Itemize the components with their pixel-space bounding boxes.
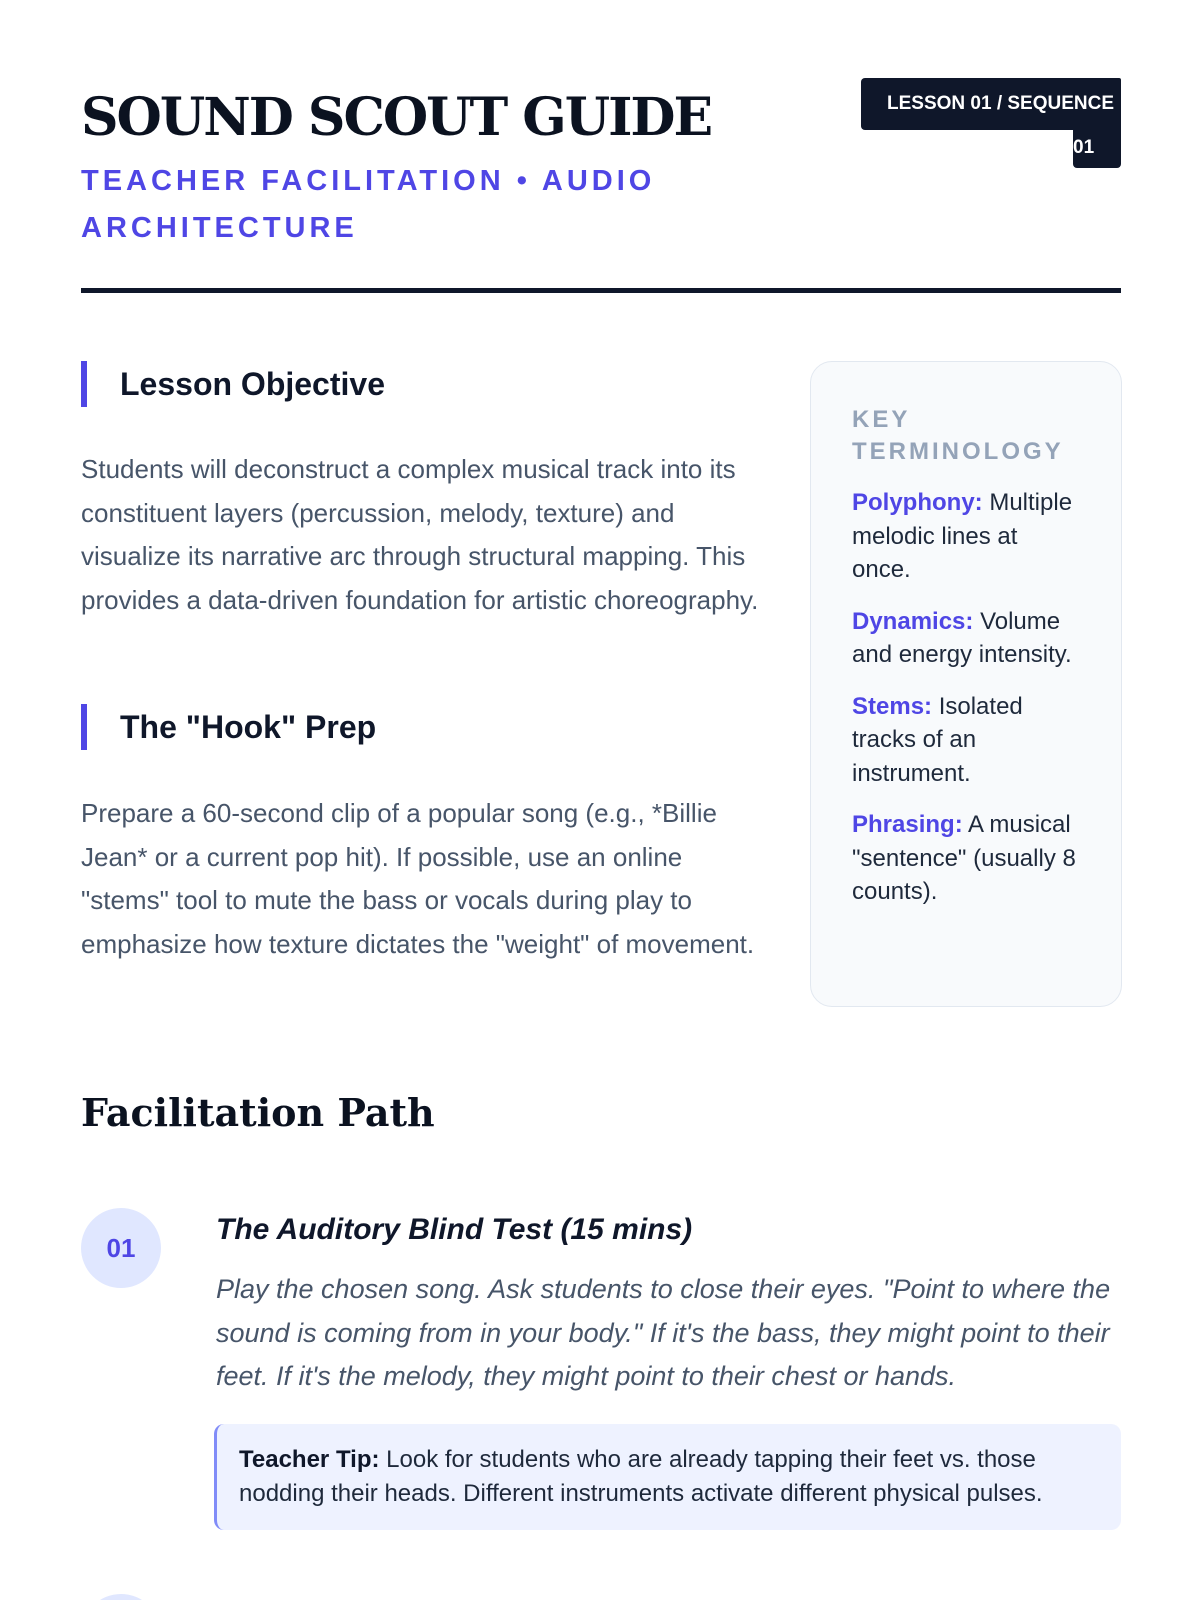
step-number-badge: 01 — [81, 1208, 161, 1288]
sequence-badge-tail — [1073, 128, 1121, 168]
key-terminology-card — [810, 361, 1122, 1007]
terminology-heading: KEY TERMINOLOGY — [852, 406, 1064, 465]
sequence-badge: LESSON 01 / SEQUENCE — [861, 78, 1121, 130]
term-stems — [852, 690, 1081, 791]
teacher-tip-callout — [214, 1424, 1121, 1530]
page-header — [81, 80, 1121, 294]
term-definition: A musical "sentence" (usually 8 counts). — [852, 811, 1076, 905]
term-definition: Volume and energy intensity. — [852, 607, 1072, 668]
tip-text: Look for students who are already tapping their feet vs. those nodding their heads. Different instruments activate different physical pulses. — [239, 1446, 1043, 1507]
term-phrasing — [852, 808, 1081, 909]
facilitation-heading: Facilitation Path — [81, 1090, 435, 1135]
hook-heading: The "Hook" Prep — [81, 704, 376, 750]
objective-heading: Lesson Objective — [81, 361, 385, 407]
term-word: Polyphony: — [852, 489, 983, 516]
objective-text: Students will deconstruct a complex musical track into its constituent layers (percussion, melody, texture) and visualize its narrative arc through structural mapping. This provides a data-driven foundation for artistic choreography. — [81, 454, 759, 615]
term-word: Phrasing: — [852, 811, 963, 838]
term-word: Stems: — [852, 692, 933, 720]
header-divider — [81, 288, 1121, 293]
term-definition: Isolated tracks of an instrument. — [852, 692, 1023, 787]
sequence-badge-number: 01 — [1073, 137, 1095, 158]
term-polyphony — [852, 486, 1081, 587]
next-step-number-badge — [81, 1594, 161, 1600]
term-definition: Multiple melodic lines at once. — [852, 489, 1073, 583]
page-title: SOUND SCOUT GUIDE — [81, 87, 712, 148]
step-description: Play the chosen song. Ask students to close their eyes. "Point to where the sound is coming from in your body." If it's the bass, they might point to their feet. If it's the melody, they might point to their chest or hands. — [216, 1274, 1111, 1391]
hook-text: Prepare a 60-second clip of a popular song (e.g., *Billie Jean* or a current pop hit). If possible, use an online "stems" tool to mute the bass or vocals during play to emphasize how texture dictates the "weight" of movement. — [81, 798, 755, 959]
term-word: Dynamics: — [852, 607, 974, 635]
page-subtitle: TEACHER FACILITATION • AUDIO ARCHITECTURE — [81, 165, 656, 244]
step-title: The Auditory Blind Test (15 mins) — [216, 1213, 693, 1246]
term-dynamics — [852, 605, 1081, 672]
tip-label: Teacher Tip: — [239, 1446, 380, 1473]
